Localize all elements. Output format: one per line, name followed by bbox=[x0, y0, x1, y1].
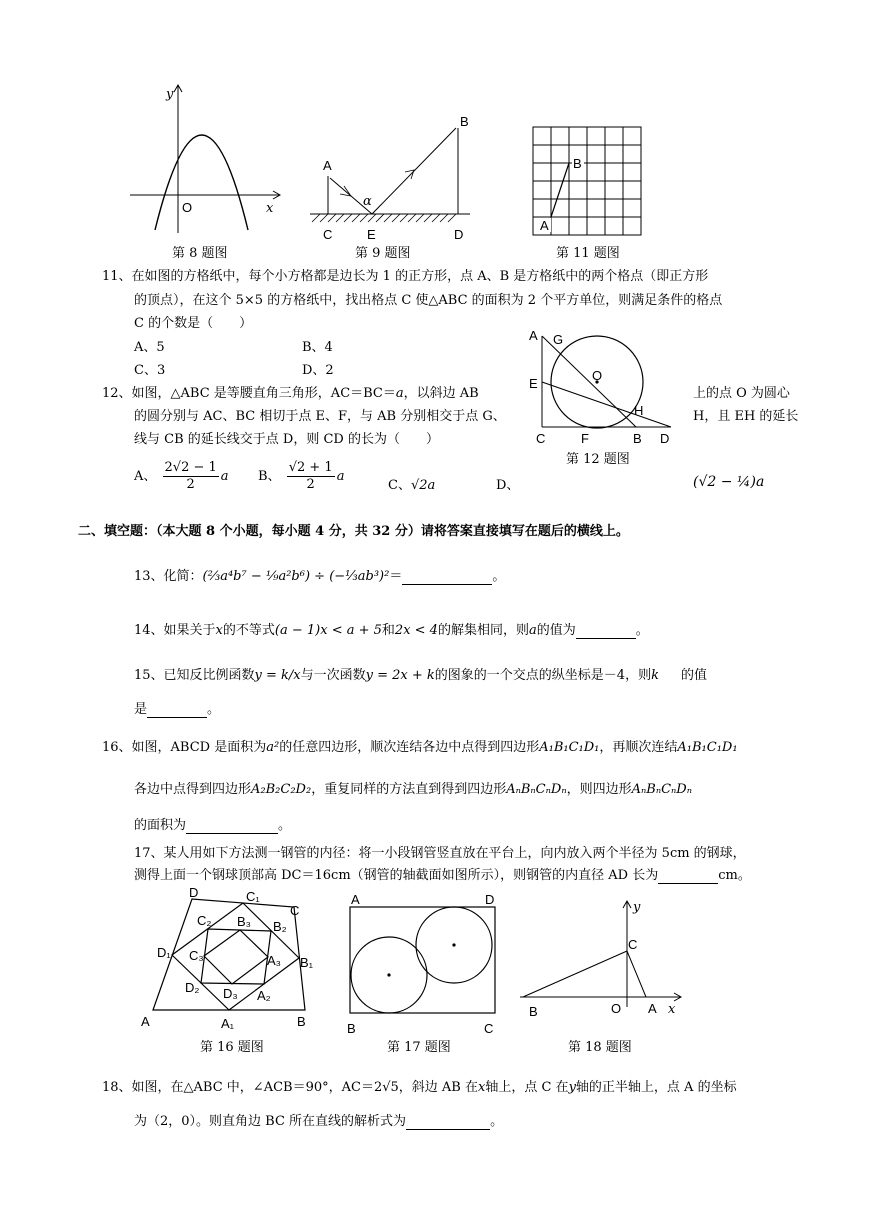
fig18-a-label: A bbox=[648, 1001, 657, 1016]
fig12-g-label: G bbox=[553, 332, 564, 347]
q12-option-a-num: 2√2 − 1 bbox=[164, 460, 217, 475]
fig12-c-label: C bbox=[536, 431, 546, 446]
q15-function-2: y = 2x + k bbox=[365, 668, 435, 683]
q14-text-d: 的解集相同，则 bbox=[437, 623, 529, 638]
fig16-b1-label: B₁ bbox=[300, 955, 314, 970]
q16-line3 bbox=[134, 814, 291, 834]
q16-text-c: ，再顺次连结 bbox=[599, 740, 678, 755]
q18-line2 bbox=[134, 1110, 503, 1130]
fig9-alpha-label: α bbox=[363, 194, 372, 209]
fig12-a-label: A bbox=[529, 328, 538, 343]
question-13 bbox=[134, 565, 505, 585]
q15-line2 bbox=[134, 698, 220, 718]
q12-line2: 的圆分别与 AC、BC 相切于点 E、F，与 AB 分别相交于点 G、 bbox=[134, 409, 506, 424]
question-15 bbox=[134, 664, 707, 683]
figure-12-triangle-circle bbox=[525, 326, 680, 451]
figure-17-steel-pipe bbox=[343, 893, 503, 1038]
question-16 bbox=[102, 736, 738, 755]
fig18-caption: 第 18 题图 bbox=[568, 1040, 632, 1055]
q14-text-c: 和 bbox=[381, 623, 395, 638]
fig16-b3-label: B₃ bbox=[237, 914, 251, 929]
q17-line2 bbox=[134, 864, 751, 884]
q15-text-d: 的值 bbox=[680, 668, 707, 683]
fig9-b-label: B bbox=[460, 114, 469, 129]
fig8-o-label: O bbox=[182, 200, 193, 215]
q14-text-e: 的值为 bbox=[536, 623, 576, 638]
q15-answer-blank[interactable] bbox=[147, 702, 207, 718]
q11-option-d: D、2 bbox=[302, 363, 334, 378]
q15-text-a: 15、已知反比例函数 bbox=[134, 668, 255, 683]
fig18-x-label: x bbox=[668, 1002, 676, 1017]
q16-quad-1: A₁B₁C₁D₁ bbox=[539, 740, 600, 755]
figure-11-grid bbox=[528, 122, 648, 238]
q12-line1-text-a: 12、如图，△ABC 是等腰直角三角形，AC＝BC＝ bbox=[102, 386, 396, 401]
q16-line2 bbox=[134, 778, 692, 797]
fig12-e-label: E bbox=[529, 376, 538, 391]
q17-unit: cm。 bbox=[718, 868, 751, 883]
fig16-a2-label: A₂ bbox=[257, 988, 271, 1003]
fig9-e-label: E bbox=[367, 227, 376, 242]
q12-option-b-label: B、 bbox=[258, 469, 281, 484]
fig9-caption: 第 9 题图 bbox=[355, 246, 411, 261]
q15-function-1: y = k/x bbox=[254, 668, 301, 683]
q12-option-a-var: a bbox=[220, 469, 229, 484]
question-11 bbox=[102, 266, 708, 288]
q18-answer-blank[interactable] bbox=[406, 1114, 490, 1130]
q16-end: 。 bbox=[278, 818, 292, 833]
q12-option-d: D、 bbox=[496, 478, 520, 493]
fig11-a-label: A bbox=[540, 218, 549, 233]
fig12-b-label: B bbox=[633, 431, 642, 446]
q14-text-a: 14、如果关于 bbox=[134, 623, 216, 638]
fig18-o-label: O bbox=[611, 1001, 622, 1016]
q15-var-k: k bbox=[651, 668, 659, 683]
q16-text-b: 的任意四边形，顺次连结各边中点得到四边形 bbox=[279, 740, 540, 755]
q12-line1-text-b: ，以斜边 AB bbox=[403, 386, 479, 401]
q12-line2-right: H，且 EH 的延长 bbox=[693, 409, 799, 424]
q12-option-b bbox=[258, 460, 344, 493]
fig8-x-label: x bbox=[266, 201, 274, 216]
fig16-c3-label: C₃ bbox=[189, 948, 204, 963]
fig17-caption: 第 17 题图 bbox=[387, 1040, 451, 1055]
fig17-d-label: D bbox=[485, 893, 495, 907]
q14-var-a: a bbox=[528, 623, 537, 638]
q11-line1: 11、在如图的方格纸中，每个小方格都是边长为 1 的正方形，点 A、B 是方格纸中的两个格点（即正方形 bbox=[102, 269, 709, 284]
q13-label: 13、化简： bbox=[134, 569, 203, 584]
fig16-c-label: C bbox=[290, 903, 300, 918]
q13-expression: (⅔a⁴b⁷ − ⅑a²b⁶) ÷ (−⅓ab³)² bbox=[202, 569, 390, 584]
fig12-caption: 第 12 题图 bbox=[566, 452, 630, 467]
q12-option-b-fraction bbox=[287, 460, 335, 493]
q14-inequality-1: (a − 1)x < a + 5 bbox=[274, 623, 382, 638]
q12-option-a bbox=[134, 460, 229, 493]
q15-text-b: 与一次函数 bbox=[300, 668, 366, 683]
q14-var-x: x bbox=[215, 623, 223, 638]
q14-text-b: 的不等式 bbox=[222, 623, 275, 638]
q14-answer-blank[interactable] bbox=[576, 623, 636, 639]
q18-text-a: 18、如图，在△ABC 中，∠ACB＝90°，AC＝2√5，斜边 AB 在 bbox=[102, 1080, 478, 1095]
q17-line1: 17、某人用如下方法测一钢管的内径：将一小段钢管竖直放在平台上，向内放入两个半径为 5cm 的钢球， bbox=[134, 846, 746, 861]
q13-end: 。 bbox=[492, 569, 506, 584]
q16-answer-blank[interactable] bbox=[186, 818, 278, 834]
q16-quad-1b: A₁B₁C₁D₁ bbox=[677, 740, 738, 755]
fig16-b-label: B bbox=[297, 1014, 306, 1029]
q15-end: 。 bbox=[207, 702, 221, 717]
fig16-d1-label: D₁ bbox=[157, 945, 171, 960]
q18-var-x: x bbox=[478, 1080, 486, 1095]
fig16-a1-label: A₁ bbox=[221, 1016, 235, 1031]
q15-text-c: 的图象的一个交点的纵坐标是－4，则 bbox=[434, 668, 652, 683]
q18-text-b: 轴上，点 C 在 bbox=[485, 1080, 569, 1095]
fig17-a-label: A bbox=[351, 893, 360, 907]
fig16-c2-label: C₂ bbox=[197, 913, 212, 928]
q15-line2-text: 是 bbox=[134, 702, 148, 717]
q12-line3: 线与 CB 的延长线交于点 D，则 CD 的长为（ ） bbox=[134, 432, 439, 447]
fig17-c-label: C bbox=[484, 1021, 494, 1036]
q18-end: 。 bbox=[490, 1114, 504, 1129]
fig12-h-label: H bbox=[634, 403, 644, 418]
fig16-d2-label: D₂ bbox=[185, 980, 200, 995]
question-18 bbox=[102, 1076, 737, 1095]
fig11-caption: 第 11 题图 bbox=[556, 246, 620, 261]
section-2-heading: 二、填空题：（本大题 8 个小题，每小题 4 分，共 32 分）请将答案直接填写在题后的横线上。 bbox=[78, 524, 629, 539]
fig18-c-label: C bbox=[628, 937, 638, 952]
q12-option-a-den: 2 bbox=[186, 477, 195, 492]
figure-16-nested-quads bbox=[135, 885, 335, 1037]
fig16-d-label: D bbox=[189, 885, 199, 900]
q16-text-a: 16、如图，ABCD 是面积为 bbox=[102, 740, 267, 755]
q11-option-b: B、4 bbox=[302, 340, 333, 355]
fig16-d3-label: D₃ bbox=[223, 986, 238, 1001]
q12-option-b-num: √2 + 1 bbox=[288, 460, 333, 475]
fig12-o-label: O bbox=[592, 368, 603, 383]
q14-end: 。 bbox=[635, 623, 649, 638]
q18-text-c: 轴的正半轴上，点 A 的坐标 bbox=[575, 1080, 737, 1095]
q12-option-b-var: a bbox=[336, 469, 345, 484]
fig16-c1-label: C₁ bbox=[246, 889, 260, 904]
fig11-b-label: B bbox=[573, 156, 582, 171]
q12-var-a: a bbox=[395, 386, 404, 401]
q16-line2-text-c: ，则四边形 bbox=[566, 782, 632, 797]
fig18-y-label: y bbox=[633, 900, 641, 915]
fig9-c-label: C bbox=[323, 227, 333, 242]
figure-18-right-triangle-axes bbox=[515, 895, 685, 1025]
q16-quad-n2: AₙBₙCₙDₙ bbox=[631, 782, 692, 797]
q12-option-a-label: A、 bbox=[134, 469, 157, 484]
q12-option-c-label: C、 bbox=[388, 478, 411, 493]
q12-option-b-den: 2 bbox=[306, 477, 315, 492]
q16-line2-text-b: ，重复同样的方法直到得到四边形 bbox=[311, 782, 507, 797]
q16-line2-text-a: 各边中点得到四边形 bbox=[134, 782, 252, 797]
fig8-caption: 第 8 题图 bbox=[172, 246, 228, 261]
q17-answer-blank[interactable] bbox=[658, 868, 718, 884]
q16-quad-n: AₙBₙCₙDₙ bbox=[506, 782, 567, 797]
q11-line3: C 的个数是（ ） bbox=[134, 316, 253, 331]
question-14 bbox=[134, 619, 649, 639]
fig16-b2-label: B₂ bbox=[273, 919, 287, 934]
q16-line3-text: 的面积为 bbox=[134, 818, 187, 833]
q16-area: a² bbox=[266, 740, 280, 755]
fig9-a-label: A bbox=[323, 158, 332, 173]
fig16-a-label: A bbox=[141, 1014, 150, 1029]
fig9-d-label: D bbox=[454, 227, 464, 242]
q12-option-a-fraction bbox=[163, 460, 219, 493]
fig18-b-label: B bbox=[529, 1004, 538, 1019]
q12-option-c bbox=[388, 474, 435, 493]
fig17-b-label: B bbox=[347, 1021, 356, 1036]
fig8-y-label: y bbox=[166, 87, 174, 102]
fig12-d-label: D bbox=[660, 431, 670, 446]
figure-8-parabola bbox=[130, 80, 285, 240]
q12-line1-right: 上的点 O 为圆心 bbox=[693, 386, 790, 401]
q12-option-d-expr: (√2 − ¼)a bbox=[693, 474, 765, 490]
q17-line2-text: 测得上面一个钢球顶部高 DC＝16cm（钢管的轴截面如图所示），则钢管的内直径 AD 长为 bbox=[134, 868, 659, 883]
q13-answer-blank[interactable] bbox=[402, 569, 492, 585]
q12-option-c-expr: √2a bbox=[410, 478, 436, 493]
q11-option-c: C、3 bbox=[134, 363, 166, 378]
figure-9-reflection bbox=[310, 110, 485, 245]
q18-var-y: y bbox=[568, 1080, 576, 1095]
fig16-a3-label: A₃ bbox=[267, 953, 281, 968]
q16-quad-2: A₂B₂C₂D₂ bbox=[251, 782, 312, 797]
q18-line2-text: 为（2，0）。则直角边 BC 所在直线的解析式为 bbox=[134, 1114, 407, 1129]
q11-line2: 的顶点），在这个 5×5 的方格纸中，找出格点 C 使△ABC 的面积为 2 个平方单位，则满足条件的格点 bbox=[134, 293, 723, 308]
q11-option-a: A、5 bbox=[134, 340, 165, 355]
fig16-caption: 第 16 题图 bbox=[200, 1040, 264, 1055]
q13-equals: ＝ bbox=[389, 569, 403, 584]
q14-inequality-2: 2x < 4 bbox=[394, 623, 438, 638]
q12-line1 bbox=[102, 382, 479, 401]
fig12-f-label: F bbox=[581, 431, 589, 446]
